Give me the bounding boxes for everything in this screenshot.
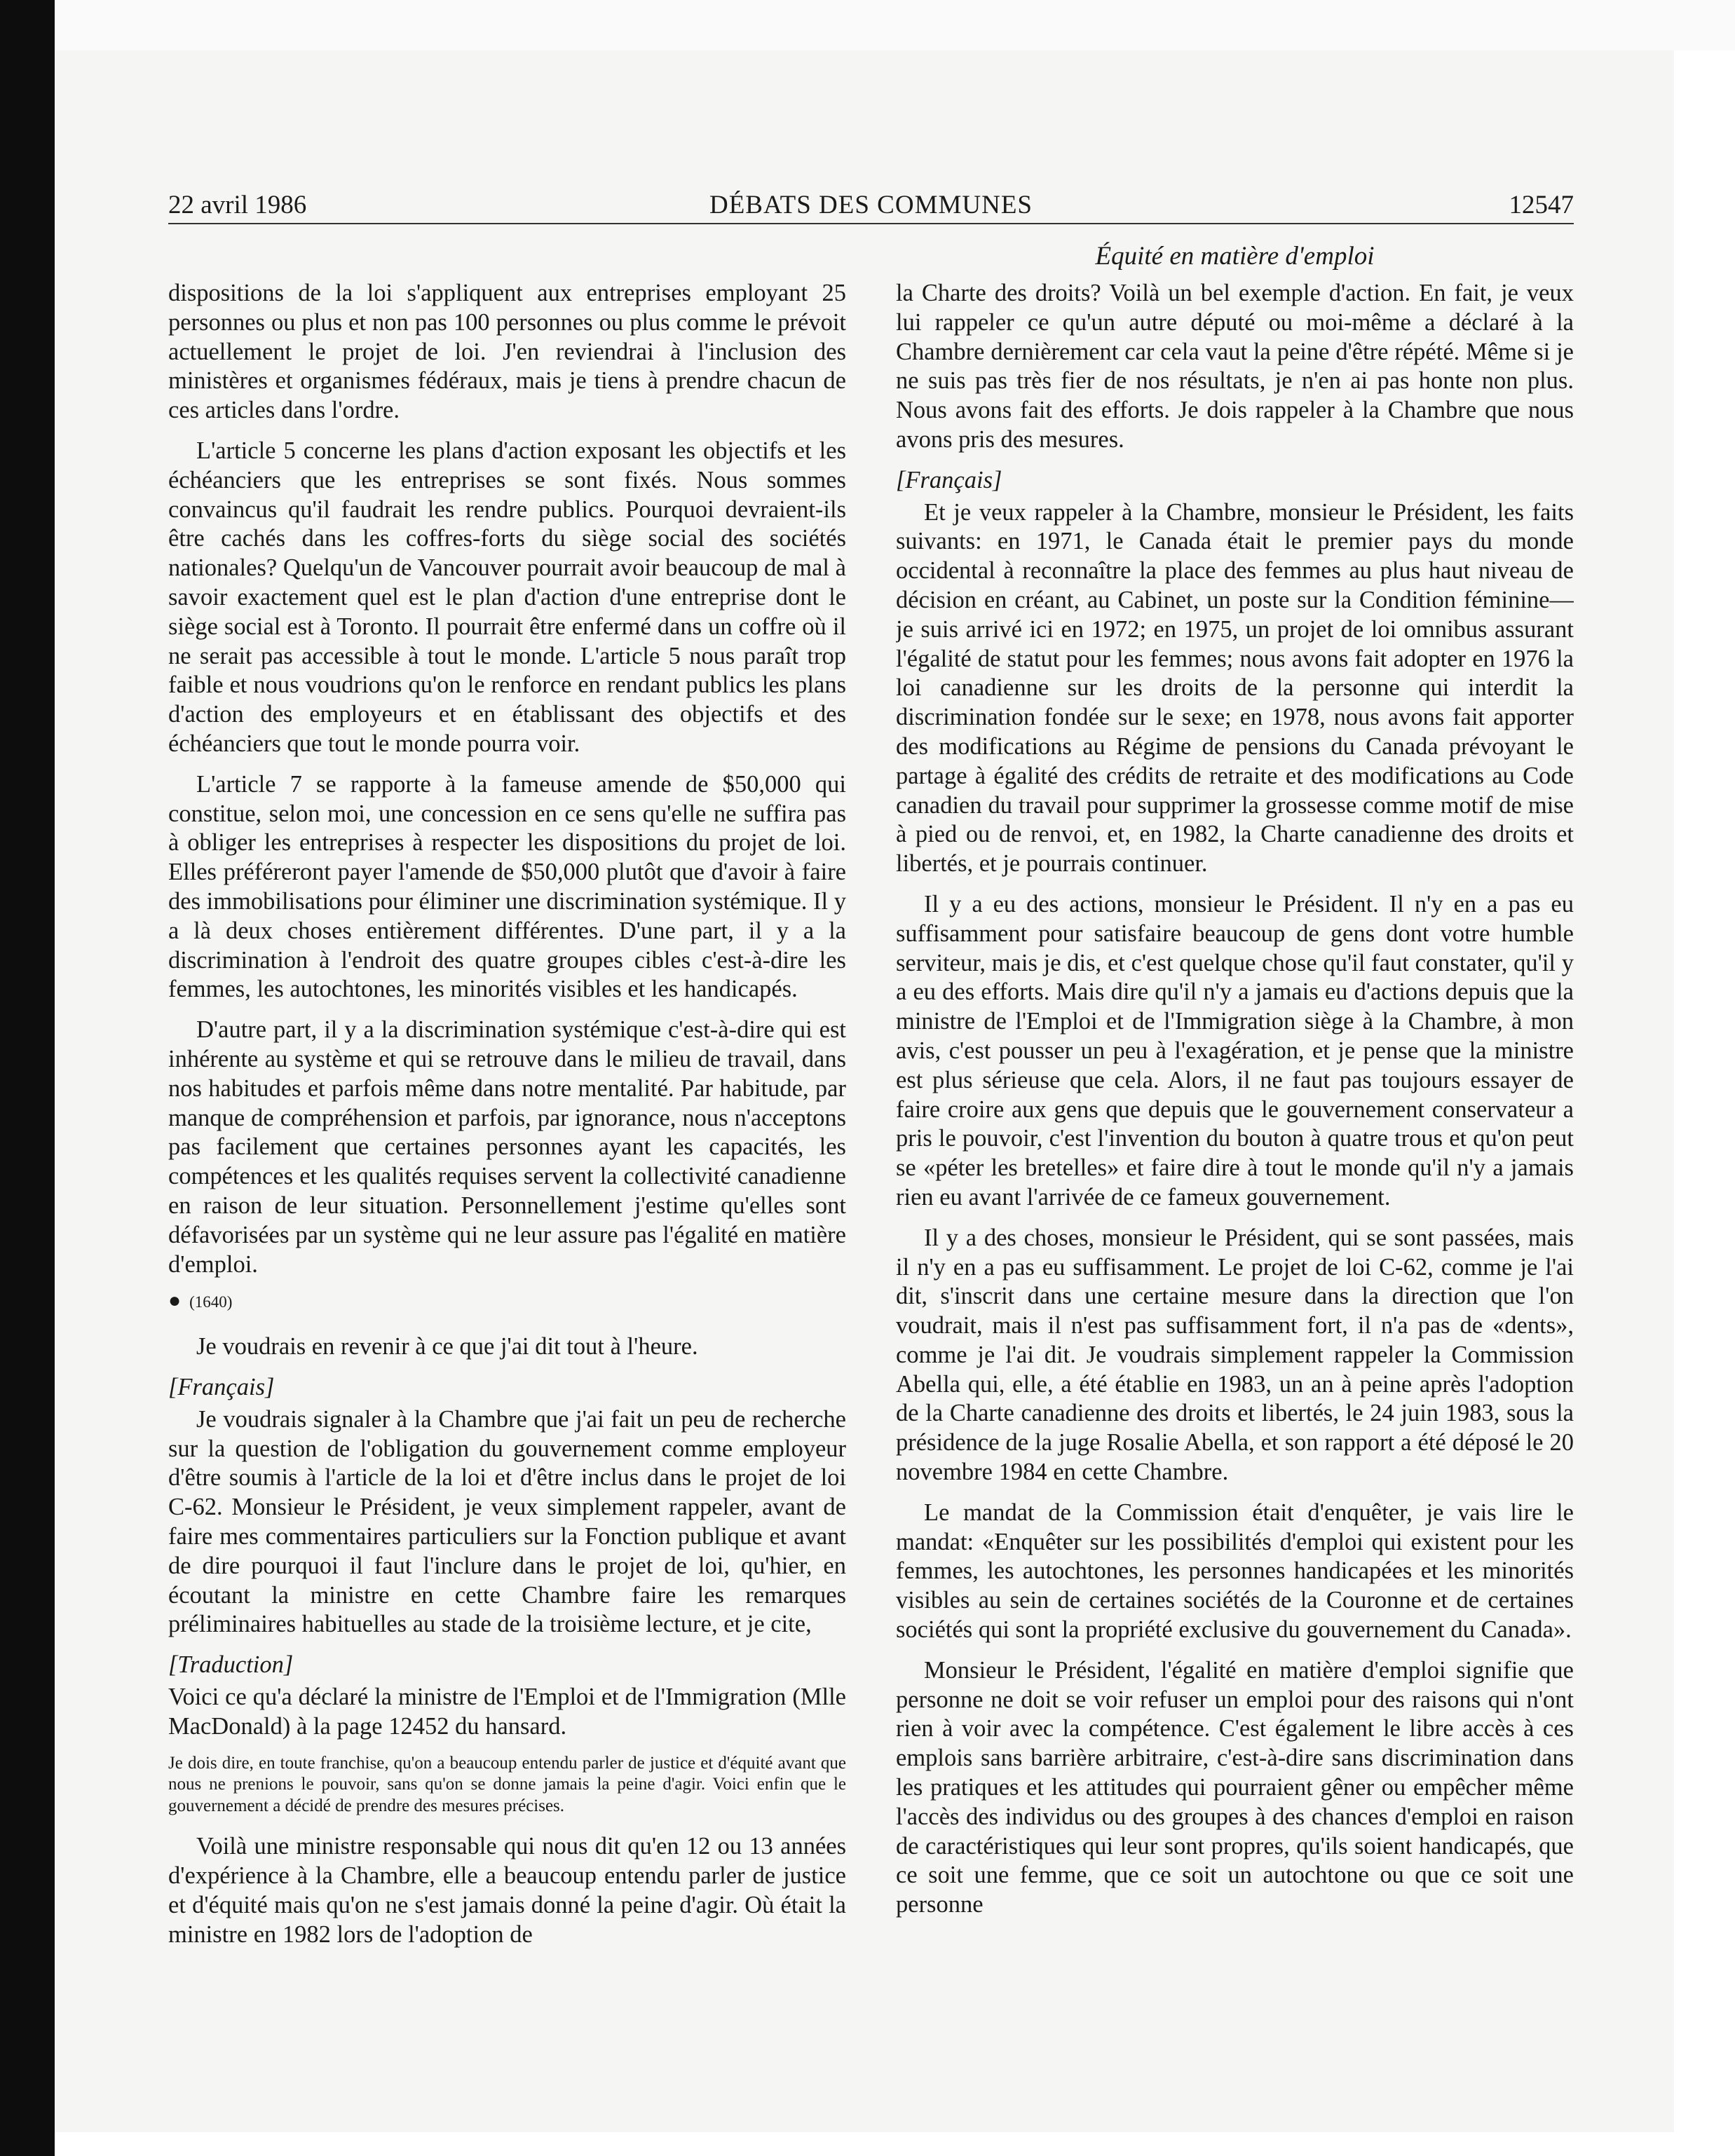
timestamp-marker: [168, 1290, 846, 1313]
header-journal-title: DÉBATS DES COMMUNES: [709, 191, 1033, 219]
paragraph: Il y a eu des actions, monsieur le Président. Il n'y en a pas eu suffisamment pour satisfaire beaucoup de gens dont votre humble serviteur, mais je dis, et c'est quelque chose qu'il faut constater, qu'il y a eu des efforts. Mais dire qu'il n'y a jamais eu d'actions depuis que la ministre de l'Emploi et de l'Immigration siège à la Chambre, à mon avis, c'est pousser un peu à l'exagération, et je pense que la ministre est plus sérieuse que cela. Alors, il ne faut pas toujours essayer de faire croire aux gens que depuis que le gouvernement conservateur a pris le pouvoir, c'est l'invention du bouton à quatre trous et qu'on peut se «péter les bretelles» et faire dire à tout le monde qu'il n'y a jamais rien eu avant l'arrivée de ce fameux gouvernement.: [896, 890, 1574, 1210]
paragraph: Je voudrais signaler à la Chambre que j'ai fait un peu de recherche sur la question de l'obligation du gouvernement comme employeur d'être soumis à l'article de la loi et d'être inclus dans le projet de loi C-62. Monsieur le Président, je veux simplement rappeler, avant de faire mes commentaires particuliers sur la Fonction publique et avant de dire pourquoi il faut l'inclure dans le projet de loi, qu'hier, en écoutant la ministre en cette Chambre faire les remarques préliminaires habituelles au stade de la troisième lecture, et je cite,: [168, 1405, 846, 1638]
paragraph: Voilà une ministre responsable qui nous dit qu'en 12 ou 13 années d'expérience à la Chambre, elle a beaucoup entendu parler de justice et d'équité mais qu'on ne s'est jamais donné la peine d'agir. Où était la ministre en 1982 lors de l'adoption de: [168, 1833, 846, 1948]
right-column: [896, 279, 1574, 2073]
scan-binding-edge: [0, 0, 55, 2156]
paragraph: Monsieur le Président, l'égalité en matière d'emploi signifie que personne ne doit se voir refuser un emploi pour des raisons qui n'ont rien à voir avec la compétence. C'est également le libre accès à ces emplois sans barrière arbitraire, c'est-à-dire sans discrimination dans les pratiques et les attitudes qui pourraient gêner ou empêcher même l'accès des individus ou des groupes à des chances d'emploi en raison de caractéristiques qui leur sont propres, qu'ils soient handicapés, que ce soit une femme, que ce soit un autochtone ou que ce soit une personne: [896, 1656, 1574, 1918]
scan-top-margin: [0, 0, 1735, 50]
paragraph: Il y a des choses, monsieur le Président, qui se sont passées, mais il n'y en a pas eu suffisamment. Le projet de loi C-62, comme je l'ai dit, s'inscrit dans une certaine mesure dans la direction que l'on voudrait, mais il n'est pas suffisamment fort, il n'a pas de «dents», comme je l'ai dit. Je voudrais simplement rappeler la Commission Abella qui, elle, a été établie en 1983, un an à peine après l'adoption de la Charte canadienne des droits et libertés, le 24 juin 1983, sous la présidence de la juge Rosalie Abella, et son rapport a été déposé le 20 novembre 1984 en cette Chambre.: [896, 1224, 1574, 1486]
language-tag: [Traduction]: [168, 1651, 294, 1679]
bullet-icon: ●: [168, 1289, 182, 1313]
header-date: 22 avril 1986: [168, 191, 307, 219]
paragraph: Je voudrais en revenir à ce que j'ai dit tout à l'heure.: [196, 1333, 698, 1360]
left-column: [168, 279, 846, 2073]
paragraph: L'article 7 se rapporte à la fameuse amende de $50,000 qui constitue, selon moi, une concession en ce sens qu'elle ne suffira pas à obliger les entreprises à respecter les dispositions du projet de loi. Elles préféreront payer l'amende de $50,000 plutôt que d'avoir à faire des immobilisations pour éliminer une discrimination systémique. Il y a là deux choses entièrement différentes. D'une part, il y a la discrimination à l'endroit des quatre groupes cibles c'est-à-dire les femmes, les autochtones, les minorités visibles et les handicapés.: [168, 770, 846, 1003]
language-tag: [Français]: [168, 1374, 275, 1401]
paragraph: L'article 5 concerne les plans d'action exposant les objectifs et les échéanciers que les entreprises se sont fixés. Nous sommes convaincus qu'il faudrait les rendre publics. Pourquoi devraient-ils être cachés dans les coffres-forts du siège social des sociétés nationales? Quelqu'un de Vancouver pourrait avoir beaucoup de mal à savoir exactement quel est le plan d'action d'une entreprise dont le siège social est à Toronto. Il pourrait être enfermé dans un coffre où il ne serait pas accessible à tout le monde. L'article 5 nous paraît trop faible et nous voudrions qu'on le renforce en rendant publics les plans d'action des employeurs et en établissant des objectifs et des échéanciers que tout le monde pourra voir.: [168, 437, 846, 757]
paragraph: D'autre part, il y a la discrimination systémique c'est-à-dire qui est inhérente au système et qui se retrouve dans le milieu de travail, dans nos habitudes et parfois même dans notre mentalité. Par habitude, par manque de compréhension et parfois, par ignorance, nous n'acceptons pas facilement que certaines personnes ayant les capacités, les compétences et les qualités requises servent la collectivité canadienne en raison de leur situation. Personnellement j'estime qu'elles sont défavorisées par un système qui ne leur assure pas l'égalité en matière d'emploi.: [168, 1016, 846, 1278]
header-page-number: 12547: [1509, 191, 1574, 219]
running-head: [168, 188, 1574, 223]
paragraph: Le mandat de la Commission était d'enquêter, je vais lire le mandat: «Enquêter sur les possibilités d'emploi qui existent pour les femmes, les autochtones, les personnes handicapées et les minorités visibles au sein de certaines sociétés de la Couronne et de certaines sociétés qui sont la propriété exclusive du gouvernement du Canada».: [896, 1499, 1574, 1644]
block-quote: Je dois dire, en toute franchise, qu'on a beaucoup entendu parler de justice et d'équité avant que nous ne prenions le pouvoir, sans qu'on se donne jamais la peine d'agir. Voici enfin que le gouvernement a décidé de prendre des mesures précises.: [168, 1753, 846, 1815]
language-tag: [Français]: [896, 466, 1002, 493]
paragraph: dispositions de la loi s'appliquent aux entreprises employant 25 personnes ou plus et non pas 100 personnes ou plus comme le prévoit actuellement le projet de loi. J'en reviendrai à l'inclusion des ministères et organismes fédéraux, mais je tiens à prendre chacun de ces articles dans l'ordre.: [168, 280, 846, 424]
section-heading: Équité en matière d'emploi: [1095, 242, 1375, 271]
paragraph: Et je veux rappeler à la Chambre, monsieur le Président, les faits suivants: en 1971, le Canada était le premier pays du monde occidental à reconnaître la place des femmes au plus haut niveau de décision en créant, au Cabinet, un poste sur la Condition féminine—je suis arrivé ici en 1972; en 1975, un projet de loi omnibus assurant l'égalité de statut pour les femmes; nous avons fait adopter en 1976 la loi canadienne sur les droits de la personne qui interdit la discrimination fondée sur le sexe; en 1978, nous avons fait apporter des modifications au Régime de pensions du Canada prévoyant le partage à égalité des crédits de retraite et des modifications au Code canadien du travail pour supprimer la grossesse comme motif de mise à pied ou de renvoi, et, en 1982, la Charte canadienne des droits et libertés, et je pourrais continuer.: [896, 498, 1574, 878]
paragraph: Voici ce qu'a déclaré la ministre de l'Emploi et de l'Immigration (Mlle MacDonald) à la page 12452 du hansard.: [168, 1684, 846, 1740]
paragraph: la Charte des droits? Voilà un bel exemple d'action. En fait, je veux lui rappeler ce qu'un autre député ou moi-même a déclaré à la Chambre dernièrement car cela vaut la peine d'être répété. Même si je ne suis pas très fier de nos résultats, je n'en ai pas honte non plus. Nous avons fait des efforts. Je dois rappeler à la Chambre que nous avons pris des mesures.: [896, 280, 1574, 453]
timestamp-text: (1640): [189, 1293, 233, 1311]
header-rule: [168, 223, 1574, 224]
